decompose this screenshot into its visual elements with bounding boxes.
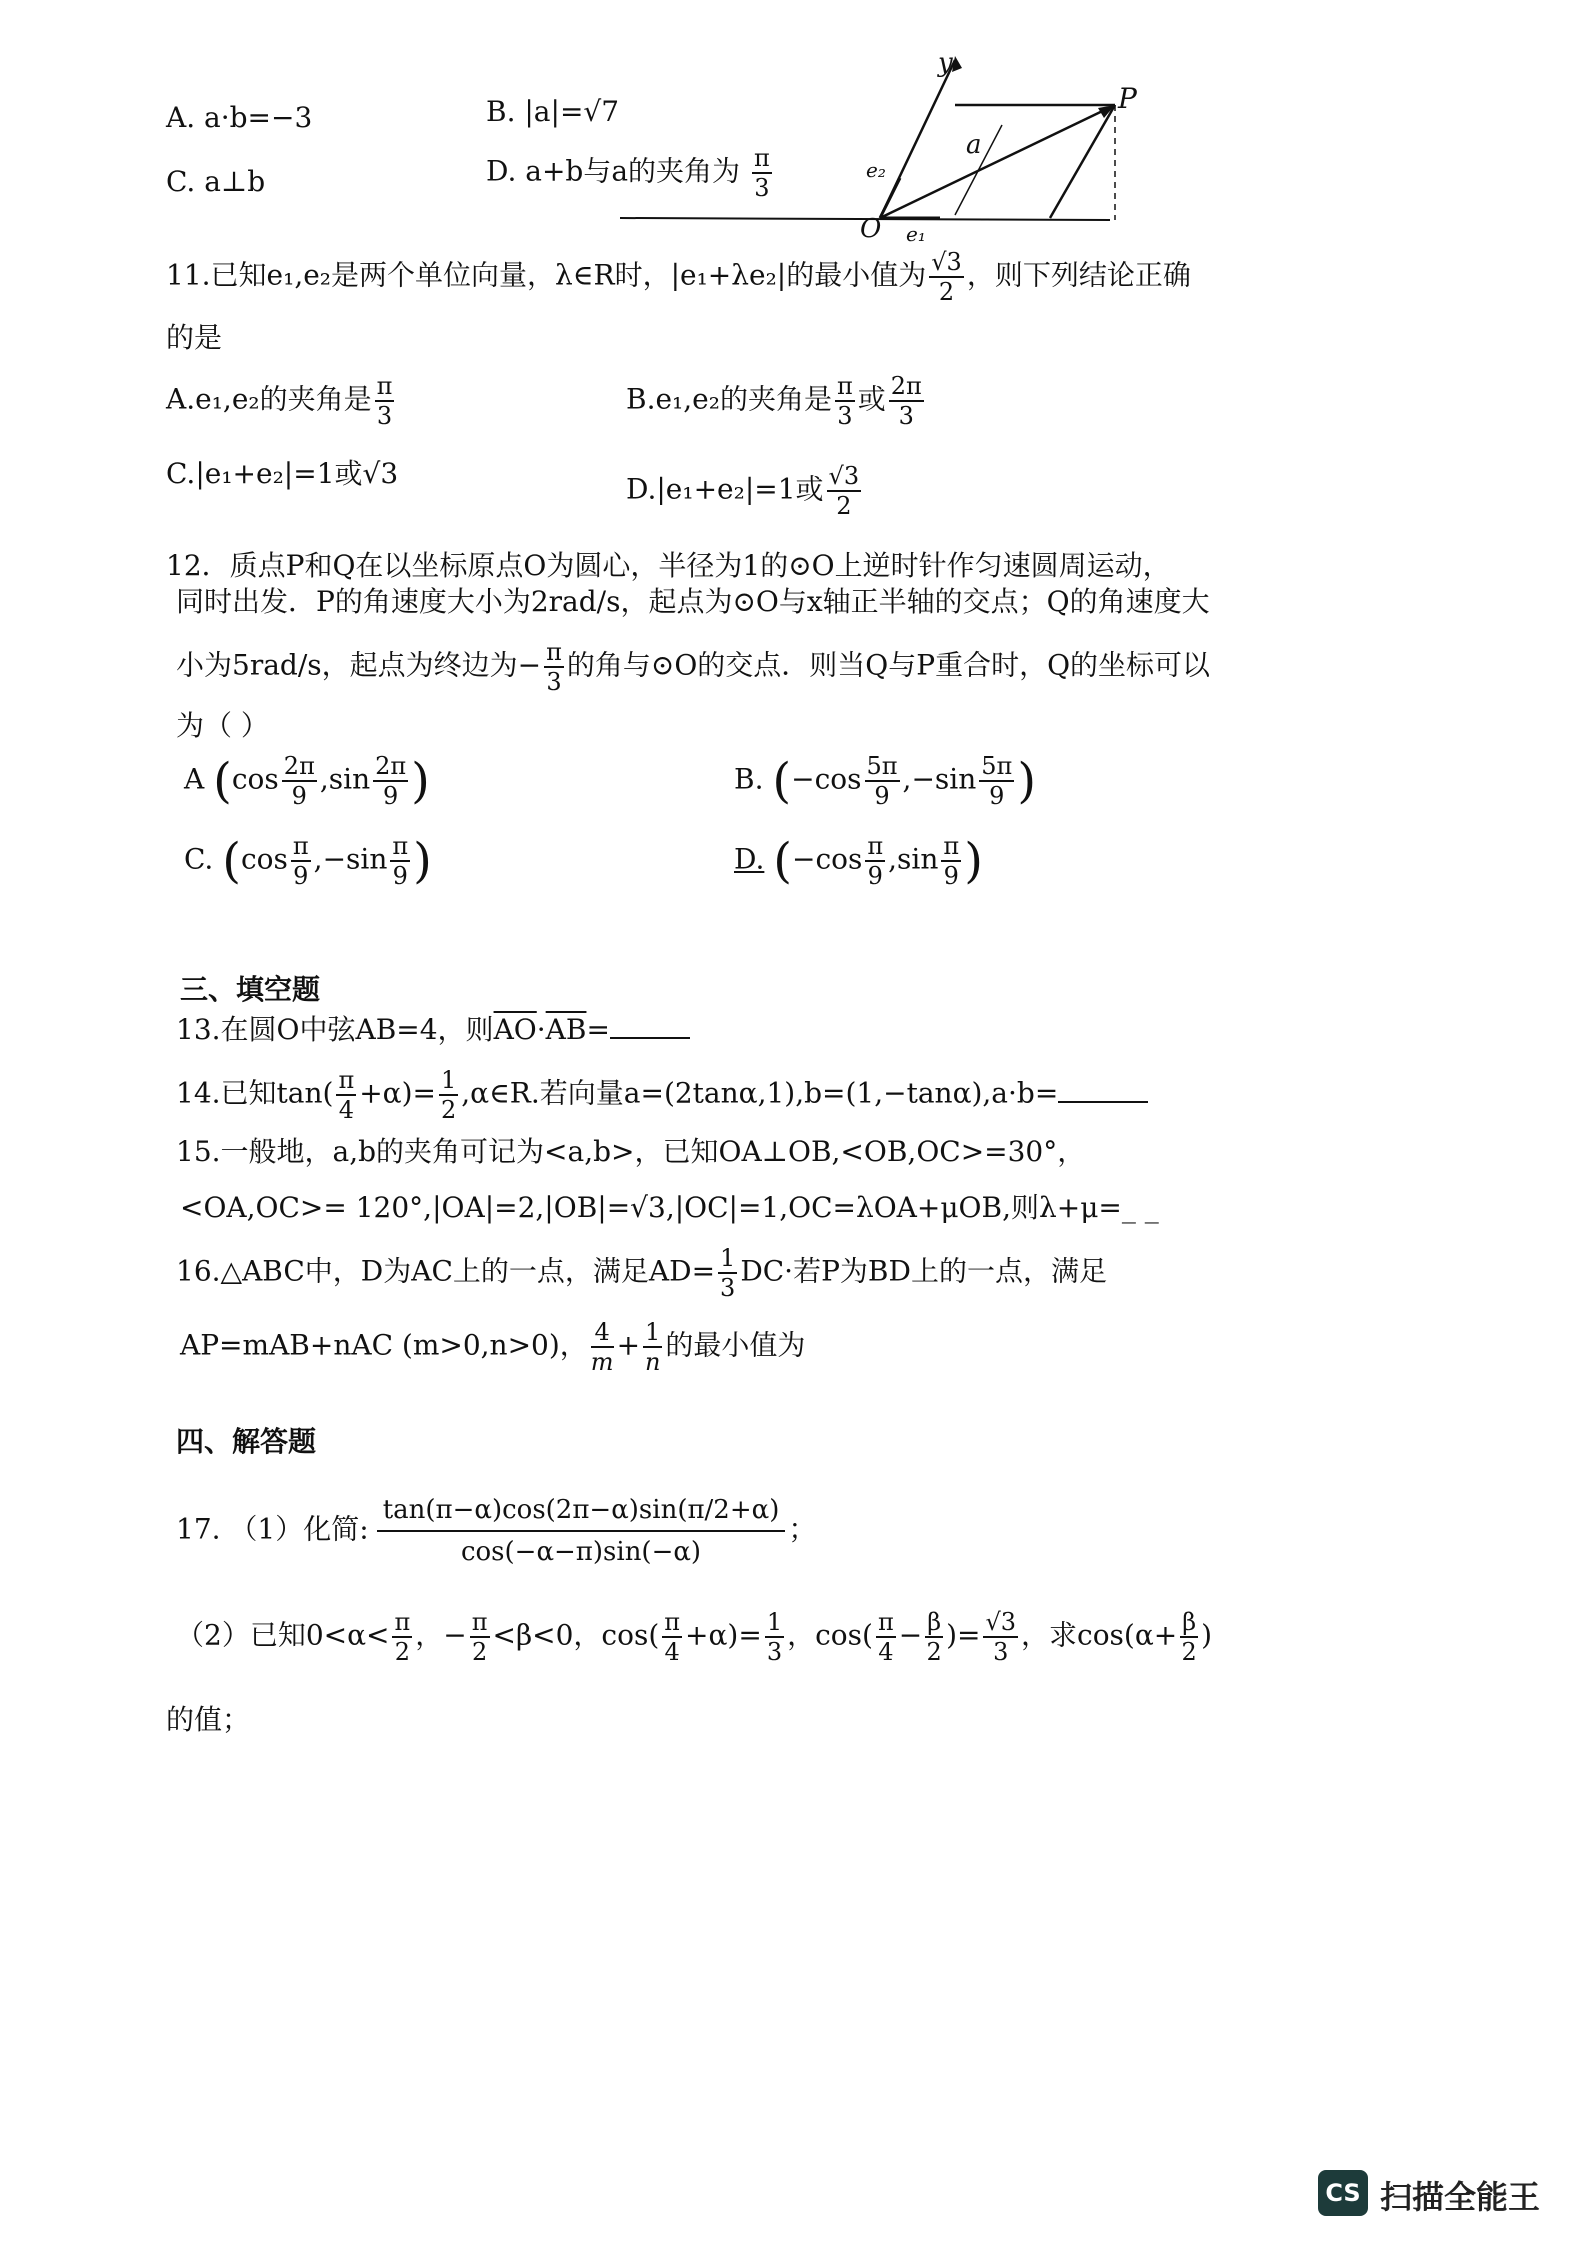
q12-line3-end: 的角与⊙O的交点．则当Q与P重合时，Q的坐标可以 bbox=[566, 648, 1211, 682]
q17-part1-label: 17. （1）化简: bbox=[176, 1512, 369, 1546]
figure-label-e2: e₂ bbox=[866, 158, 886, 182]
q17-f8: $\frac{\beta}{2}$ bbox=[1181, 1608, 1197, 1666]
figure-label-e1: e₁ bbox=[906, 222, 926, 246]
q16-line1 bbox=[176, 1244, 1107, 1302]
q17-part1 bbox=[176, 1490, 816, 1572]
q16-line2 bbox=[180, 1318, 805, 1376]
q11-option-d-frac: $\frac{√3}{2}$ bbox=[828, 462, 860, 520]
figure-label-y: y bbox=[938, 48, 953, 78]
q12-option-b-frac1: $\frac{5\pi}{9}$ bbox=[866, 752, 898, 810]
q10-option-d-text: D. a+b与a的夹角为 bbox=[486, 154, 741, 188]
q11-option-a-frac: $\frac{\pi}{3}$ bbox=[376, 372, 393, 430]
q16-plus: + bbox=[616, 1328, 641, 1362]
q11-option-b-frac2: $\frac{2\pi}{3}$ bbox=[890, 372, 922, 430]
q17-f3: $\frac{\pi}{4}$ bbox=[664, 1608, 681, 1666]
q12-line2: 同时出发．P的角速度大小为2rad/s，起点为⊙O与x轴正半轴的交点；Q的角速度大 bbox=[176, 585, 1210, 618]
q11-min-frac: $\frac{√3}{2}$ bbox=[931, 248, 962, 306]
q17-part2-e: ，cos( bbox=[787, 1618, 873, 1652]
q10-option-b: B. |a|=√7 bbox=[486, 95, 620, 128]
q11-option-b-text: B.e₁,e₂的夹角是 bbox=[626, 382, 832, 416]
q17-part2-d: +α)= bbox=[685, 1618, 762, 1652]
q12-option-c-frac1: $\frac{\pi}{9}$ bbox=[292, 832, 309, 890]
q13-text: 13.在圆O中弦AB=4，则 bbox=[176, 1013, 494, 1046]
q17-f7: $\frac{√3}{3}$ bbox=[985, 1608, 1017, 1666]
q11-stem bbox=[166, 248, 1191, 306]
q12-option-a-f2: ,sin bbox=[319, 762, 371, 796]
q12-line3-text: 小为5rad/s，起点为终边为− bbox=[176, 648, 542, 682]
q13 bbox=[176, 1010, 690, 1050]
q16-line1-text: 16.△ABC中，D为AC上的一点，满足AD= bbox=[176, 1254, 716, 1288]
q11-option-b bbox=[626, 372, 927, 430]
q17-f6: $\frac{\beta}{2}$ bbox=[926, 1608, 942, 1666]
q17-part2-b: ，− bbox=[415, 1618, 467, 1652]
q10-option-a: A. a·b=−3 bbox=[166, 101, 313, 134]
q17-part2-line2: 的值； bbox=[166, 1703, 251, 1736]
q17-part2-c: <β<0，cos( bbox=[492, 1618, 660, 1652]
q12-option-b: B. (−cos $\frac{5\pi}{9}$ ,−sin $\frac{5\pi}{9}$ ) bbox=[734, 752, 1037, 810]
q15-line1: 15.一般地，a,b的夹角可记为<a,b>，已知OA⊥OB,<OB,OC>=30°， bbox=[176, 1135, 1086, 1168]
q17-part2 bbox=[176, 1608, 1212, 1666]
q14-text-a: 14.已知tan( bbox=[176, 1076, 334, 1110]
figure-label-o: O bbox=[860, 214, 882, 244]
q12-option-c-f1: cos bbox=[240, 842, 288, 876]
q14-text-b: +α)= bbox=[359, 1076, 436, 1110]
q11-option-b-or: 或 bbox=[857, 382, 886, 416]
q11-option-c: C.|e₁+e₂|=1或√3 bbox=[166, 457, 399, 490]
q12-line4: 为（ ） bbox=[176, 709, 269, 742]
vector-a-line bbox=[880, 105, 1115, 218]
q15-line2: <OA,OC>= 120°,|OA|=2,|OB|=√3,|OC|=1,OC=λOA+μOB,则λ+μ=_ _ bbox=[180, 1191, 1159, 1224]
q12-option-d-label: D. bbox=[734, 842, 765, 876]
q12-option-c: C. (cos $\frac{\pi}{9}$ ,−sin $\frac{\pi}{9}$ ) bbox=[184, 832, 432, 890]
q14-text-c: ,α∈R.若向量a=(2tanα,1),b=(1,−tanα),a·b= bbox=[461, 1076, 1059, 1110]
q12-option-b-f1: −cos bbox=[791, 762, 862, 796]
q10-option-c: C. a⊥b bbox=[166, 165, 266, 198]
q10-option-d-frac: $\frac{\pi}{3}$ bbox=[753, 144, 770, 202]
q11-stem-line2: 的是 bbox=[166, 321, 223, 354]
q14 bbox=[176, 1066, 1148, 1124]
q17-part2-h: ，求cos(α+ bbox=[1021, 1618, 1178, 1652]
q14-frac2: $\frac{1}{2}$ bbox=[440, 1066, 457, 1124]
q11-stem-text: 11.已知e₁,e₂是两个单位向量，λ∈R时，|e₁+λe₂|的最小值为 bbox=[166, 258, 927, 292]
q12-option-c-f2: ,−sin bbox=[313, 842, 388, 876]
q16-line1-end: DC·若P为BD上的一点，满足 bbox=[740, 1254, 1107, 1288]
q11-option-b-frac1: $\frac{\pi}{3}$ bbox=[836, 372, 853, 430]
q12-option-d-f2: ,sin bbox=[888, 842, 939, 876]
vector-figure bbox=[610, 50, 1130, 240]
q17-f1: $\frac{\pi}{2}$ bbox=[394, 1608, 411, 1666]
q12-line3-frac: $\frac{\pi}{3}$ bbox=[546, 638, 562, 696]
q17-part2-f: − bbox=[898, 1618, 923, 1652]
q12-option-a-label: A bbox=[184, 762, 205, 796]
q14-frac1: $\frac{\pi}{4}$ bbox=[338, 1066, 355, 1124]
q11-option-a-text: A.e₁,e₂的夹角是 bbox=[166, 382, 372, 416]
q13-dot: · bbox=[536, 1013, 546, 1046]
q17-part1-frac: $\frac{\tan(\pi-\alpha)\cos(2\pi-\alpha)\sin(\pi/2+\alpha)}{\cos(-\alpha-\pi)\sin(-\alpha)}$ bbox=[377, 1490, 786, 1572]
section-3-title: 三、填空题 bbox=[180, 973, 321, 1006]
q16-line2-text: AP=mAB+nAC (m>0,n>0)， bbox=[180, 1328, 588, 1362]
q12-option-b-frac2: $\frac{5\pi}{9}$ bbox=[981, 752, 1013, 810]
q16-frac-4m: $\frac{4}{m}$ bbox=[590, 1318, 614, 1376]
q11-option-d bbox=[626, 462, 864, 520]
q17-part2-g: )= bbox=[946, 1618, 981, 1652]
q17-part2-a: （2）已知0<α< bbox=[176, 1618, 390, 1652]
q12-option-d-frac1: $\frac{\pi}{9}$ bbox=[867, 832, 884, 890]
q16-frac1: $\frac{1}{3}$ bbox=[720, 1244, 736, 1302]
section-4-title: 四、解答题 bbox=[176, 1425, 317, 1458]
figure-label-p: P bbox=[1118, 82, 1137, 115]
q12-option-c-label: C. bbox=[184, 842, 214, 876]
q16-frac-1n: $\frac{1}{n}$ bbox=[644, 1318, 661, 1376]
q11-option-a bbox=[166, 372, 397, 430]
q12-option-b-label: B. bbox=[734, 762, 764, 796]
q13-vec2: $\overline{AB}$ bbox=[545, 1013, 587, 1046]
q12-line1: 12．质点P和Q在以坐标原点O为圆心，半径为1的⊙O上逆时针作匀速圆周运动， bbox=[166, 549, 1171, 582]
q17-f5: $\frac{\pi}{4}$ bbox=[877, 1608, 894, 1666]
q17-f2: $\frac{\pi}{2}$ bbox=[471, 1608, 488, 1666]
q16-line2-end: 的最小值为 bbox=[665, 1328, 806, 1362]
q12-option-c-frac2: $\frac{\pi}{9}$ bbox=[392, 832, 409, 890]
q12-option-a-frac2: $\frac{2\pi}{9}$ bbox=[375, 752, 407, 810]
q12-line3 bbox=[176, 638, 1210, 696]
q12-option-a-f1: cos bbox=[231, 762, 279, 796]
camscanner-watermark-text: 扫描全能王 bbox=[1380, 2178, 1541, 2216]
q12-option-b-f2: ,−sin bbox=[902, 762, 977, 796]
q11-stem-end: ，则下列结论正确 bbox=[966, 258, 1191, 292]
q11-option-d-text: D.|e₁+e₂|=1或 bbox=[626, 472, 824, 506]
q12-option-a-frac1: $\frac{2\pi}{9}$ bbox=[283, 752, 315, 810]
camscanner-logo-icon: CS bbox=[1318, 2170, 1368, 2216]
q13-vec1: $\overline{AO}$ bbox=[493, 1013, 537, 1046]
q12-option-d-frac2: $\frac{\pi}{9}$ bbox=[943, 832, 960, 890]
q12-option-d-f1: −cos bbox=[792, 842, 863, 876]
q17-part1-end: ； bbox=[788, 1512, 817, 1546]
q14-blank bbox=[1058, 1100, 1148, 1103]
q13-eq: = bbox=[586, 1013, 610, 1046]
q12-option-a: A (cos $\frac{2\pi}{9}$ ,sin $\frac{2\pi}{9}$ ) bbox=[184, 752, 430, 810]
q12-option-d: D. (−cos $\frac{\pi}{9}$ ,sin $\frac{\pi}{9}$ ) bbox=[734, 832, 983, 890]
q13-blank bbox=[610, 1036, 690, 1039]
figure-label-a: a bbox=[966, 130, 982, 160]
q17-f4: $\frac{1}{3}$ bbox=[766, 1608, 783, 1666]
q17-part2-i: ) bbox=[1201, 1618, 1213, 1652]
